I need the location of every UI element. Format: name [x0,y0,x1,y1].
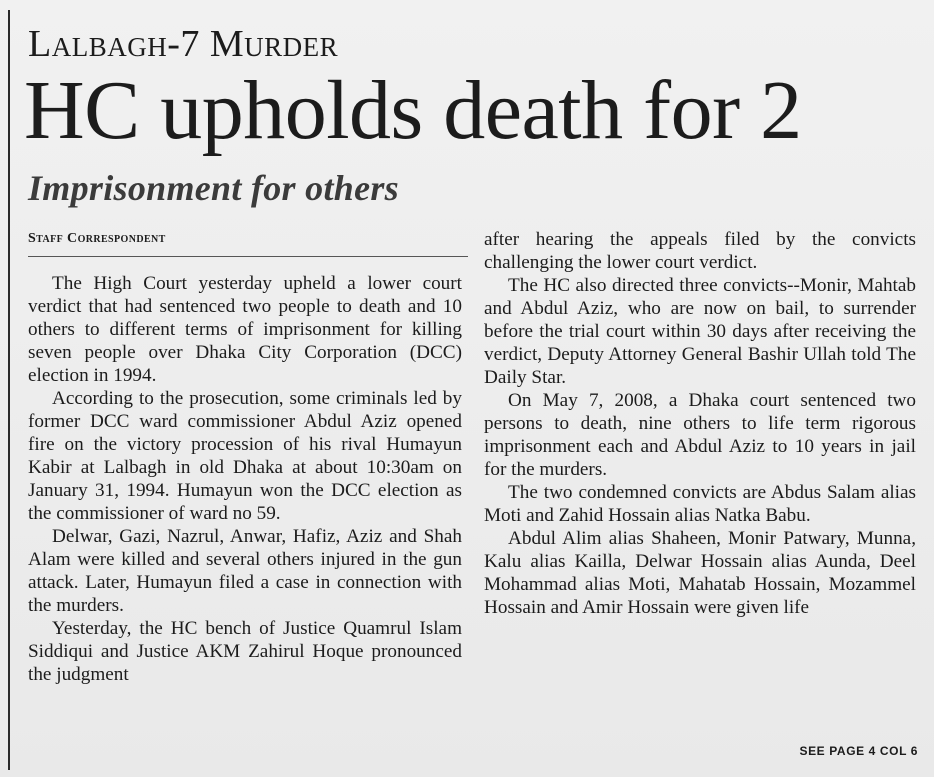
kicker: Lalbagh-7 Murder [28,23,339,65]
paragraph: Delwar, Gazi, Nazrul, Anwar, Hafiz, Aziz and Shah Alam were killed and several others injured in the gun attack. Later, Humayun filed a case in connection with the murders. [28,526,462,616]
article-column-left [28,272,462,686]
continuation-note: SEE PAGE 4 COL 6 [799,744,918,758]
byline-divider [28,256,468,257]
column-rule [8,10,10,770]
paragraph: Yesterday, the HC bench of Justice Quamrul Islam Siddiqui and Justice AKM Zahirul Hoque pronounced the judgment [28,618,462,685]
paragraph: The two condemned convicts are Abdus Salam alias Moti and Zahid Hossain alias Natka Babu. [484,482,916,526]
paragraph: According to the prosecution, some criminals led by former DCC ward commissioner Abdul Aziz opened fire on the victory procession of his rival Humayun Kabir at Lalbagh in old Dhaka at about 10:30am on January 31, 1994. Humayun won the DCC election as the commissioner of ward no 59. [28,388,462,524]
article-column-right [484,228,916,619]
paragraph: On May 7, 2008, a Dhaka court sentenced two persons to death, nine others to life term rigorous imprisonment each and Abdul Aziz to 10 years in jail for the murders. [484,390,916,480]
byline: Staff Correspondent [28,231,166,246]
subheadline: Imprisonment for others [28,168,399,208]
paragraph: Abdul Alim alias Shaheen, Monir Patwary, Munna, Kalu alias Kailla, Delwar Hossain alias Aunda, Deel Mohammad alias Moti, Mahatab Hossain, Mozammel Hossain and Amir Hossain were given life [484,528,916,618]
paragraph: after hearing the appeals filed by the convicts challenging the lower court verdict. [484,229,916,273]
paragraph: The HC also directed three convicts--Monir, Mahtab and Abdul Aziz, who are now on bail, to surrender before the trial court within 30 days after receiving the verdict, Deputy Attorney General Bashir Ullah told The Daily Star. [484,275,916,388]
headline: HC upholds death for 2 [24,64,802,157]
paragraph: The High Court yesterday upheld a lower court verdict that had sentenced two people to death and 10 others to different terms of imprisonment for killing seven people over Dhaka City Corporation (DCC) election in 1994. [28,273,462,386]
